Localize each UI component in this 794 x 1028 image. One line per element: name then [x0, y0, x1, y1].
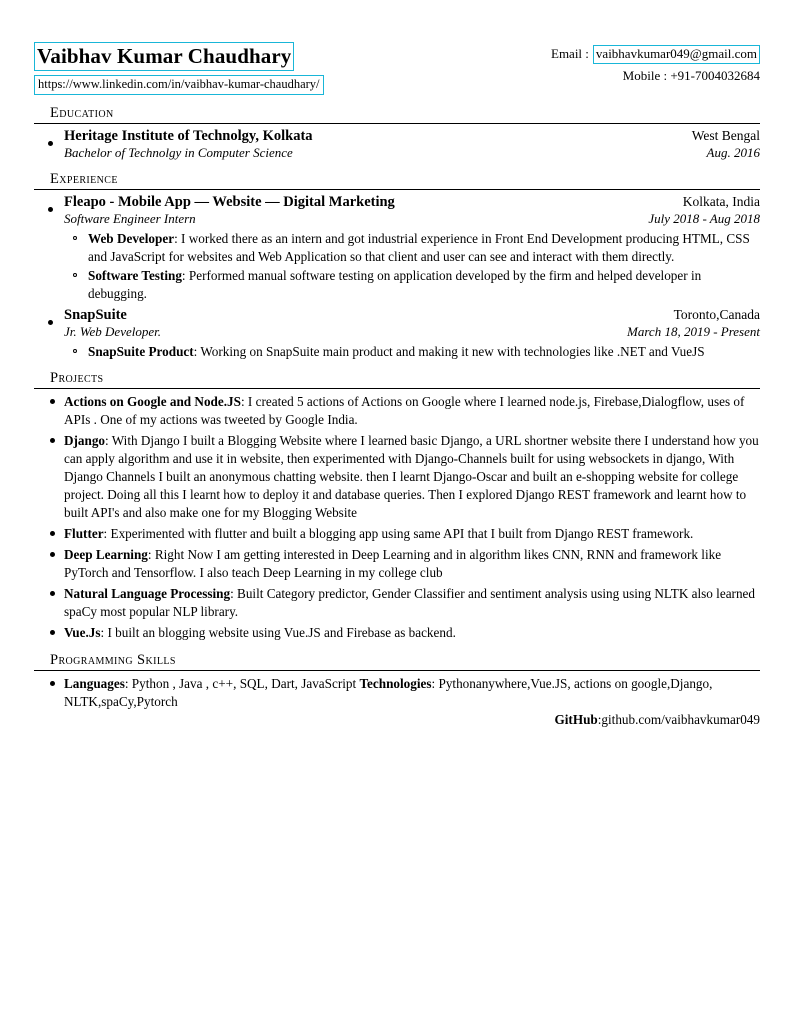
experience-entry-subline [64, 324, 760, 340]
experience-points [64, 343, 760, 361]
experience-role: Jr. Web Developer. [64, 323, 161, 339]
experience-entry-headline [64, 307, 760, 324]
list-item [34, 432, 760, 522]
experience-company: SnapSuite [64, 306, 127, 323]
list-item [34, 675, 760, 729]
project-text: : Experimented with flutter and built a blogging app using same API that I built from Django REST framework. [103, 525, 694, 541]
project-label: Actions on Google and Node.JS [64, 394, 241, 410]
project-label: Django [64, 433, 106, 449]
education-location: West Bengal [691, 128, 760, 144]
experience-location: Toronto,Canada [673, 306, 760, 322]
project-label: Vue.Js [64, 624, 101, 640]
project-label: Natural Language Processing [64, 585, 231, 601]
resume-header [34, 42, 760, 95]
section-rule-experience [34, 189, 760, 190]
point-label: Web Developer [88, 231, 175, 247]
project-text: : With Django I built a Blogging Website where I learned basic Django, a URL shortner website there I understand how you can apply algorithm and use it in website, then experimented with Django-Channels built for using websockets in django, With Django Channels I built an anonymous chatting website. then I learnt Django-Oscar and built an e-shopping website for college project. Doing all this I learnt how to deploy it and database queries. Then I explored Django REST framework and learnt how to built API's and also make one for my Blogging Website [64, 433, 759, 520]
candidate-name: Vaibhav Kumar Chaudhary [34, 42, 294, 71]
languages-label: Languages [64, 675, 125, 691]
education-entry-headline [64, 128, 760, 145]
section-title-experience: Experience [50, 171, 118, 188]
technologies-text: : Pythonanywhere,Vue.JS, actions on google,Django, NLTK,spaCy,Pytorch [64, 675, 713, 709]
experience-date: July 2018 - Aug 2018 [648, 211, 760, 227]
project-text: : Built Category predictor, Gender Classifier and sentiment analysis using using NLTK also learned spaCy most popular NLP library. [64, 585, 755, 619]
education-entry-subline [64, 145, 760, 161]
list-item [34, 585, 760, 621]
projects-list [34, 393, 760, 641]
list-item [64, 343, 760, 361]
section-rule-skills [34, 670, 760, 671]
email-link[interactable]: vaibhavkumar049@gmail.com [593, 45, 760, 64]
section-rule-projects [34, 388, 760, 389]
linkedin-link[interactable]: https://www.linkedin.com/in/vaibhav-kumar-chaudhary/ [34, 75, 324, 95]
project-label: Flutter [64, 525, 104, 541]
education-entry [34, 128, 760, 161]
list-item [64, 230, 760, 265]
mobile-number: Mobile : +91-7004032684 [622, 67, 760, 83]
list-item [34, 546, 760, 582]
education-date: Aug. 2016 [706, 145, 760, 161]
experience-entry-subline [64, 211, 760, 227]
skills-list [34, 675, 760, 729]
experience-points [64, 230, 760, 302]
header-left [34, 42, 324, 95]
project-text: : I created 5 actions of Actions on Google where I learned node.js, Firebase,Dialogflow, uses of APIs . One of my actions was tweeted by Google India. [64, 394, 745, 428]
experience-entry [34, 307, 760, 361]
section-title-education: Education [50, 105, 114, 122]
email-row [551, 45, 760, 64]
experience-date: March 18, 2019 - Present [627, 323, 760, 339]
experience-company: Fleapo - Mobile App — Website — Digital Marketing [64, 194, 395, 211]
github-line [64, 711, 760, 729]
section-title-projects: Projects [50, 370, 104, 387]
experience-location: Kolkata, India [682, 194, 760, 210]
point-label: SnapSuite Product [88, 343, 194, 359]
section-rule-education [34, 123, 760, 124]
list-item [34, 393, 760, 429]
education-degree: Bachelor of Technolgy in Computer Science [64, 145, 293, 161]
section-title-skills: Programming Skills [50, 651, 176, 668]
point-text: : I worked there as an intern and got industrial experience in Front End Development producing HTML, CSS and JavaScript for websites and Web Application so that client and user can see and interact with them directly. [88, 231, 750, 264]
list-item [34, 525, 760, 543]
point-label: Software Testing [88, 268, 182, 284]
experience-entry [34, 194, 760, 302]
experience-entry-headline [64, 194, 760, 211]
github-text[interactable]: :github.com/vaibhavkumar049 [597, 711, 760, 727]
list-item [34, 624, 760, 642]
project-label: Deep Learning [64, 546, 148, 562]
email-label: Email : [551, 46, 589, 61]
experience-role: Software Engineer Intern [64, 211, 196, 227]
project-text: : Right Now I am getting interested in Deep Learning and in algorithm likes CNN, RNN and framework like PyTorch and Tensorflow. I also teach Deep Learning in my college club [64, 546, 722, 580]
languages-text: : Python , Java , c++, SQL, Dart, JavaScript [124, 675, 360, 691]
point-text: : Working on SnapSuite main product and making it new with technologies like .NET and VueJS [193, 343, 705, 359]
github-label: GitHub [554, 711, 598, 727]
technologies-label: Technologies [359, 675, 432, 691]
list-item [64, 267, 760, 302]
project-text: : I built an blogging website using Vue.JS and Firebase as backend. [100, 624, 456, 640]
point-text: : Performed manual software testing on application developed by the firm and helped developer in debugging. [88, 268, 702, 302]
header-contact [551, 42, 760, 86]
education-school: Heritage Institute of Technolgy, Kolkata [64, 128, 313, 145]
